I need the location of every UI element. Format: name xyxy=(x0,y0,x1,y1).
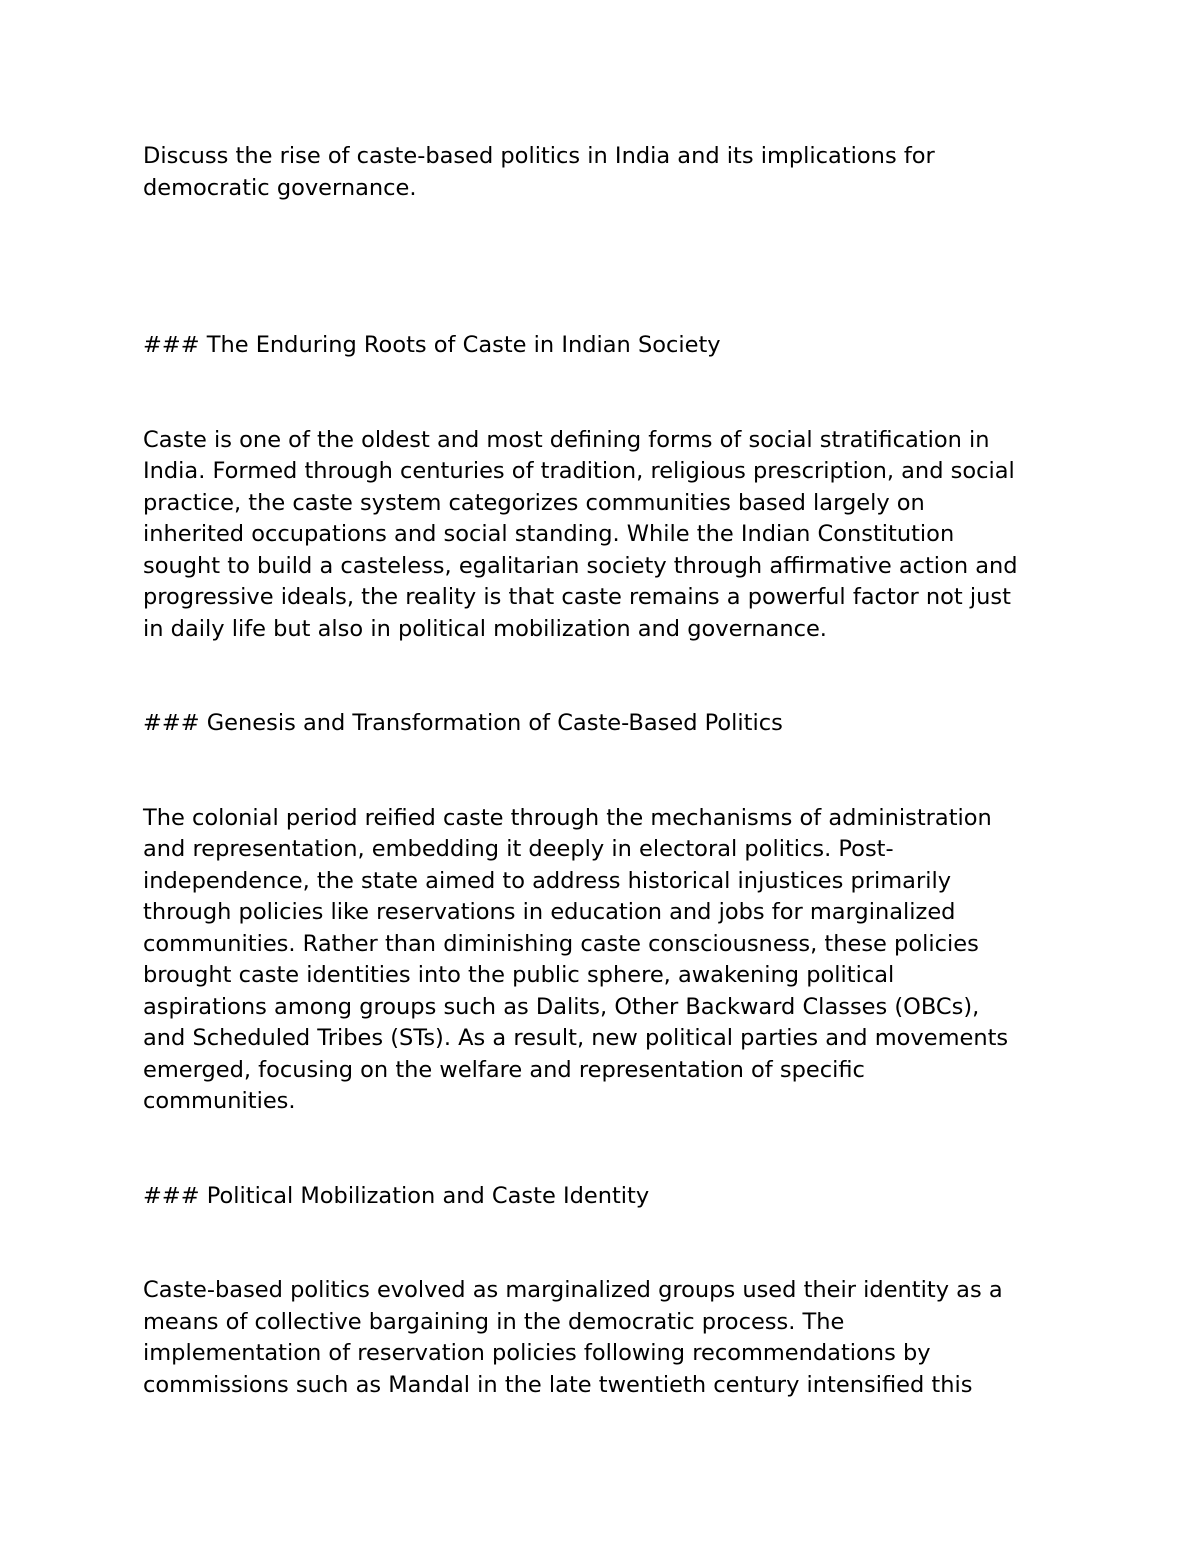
spacer xyxy=(143,1118,1073,1181)
section-heading-mobilization: ### Political Mobilization and Caste Identity xyxy=(143,1182,650,1209)
section-body-enduring-roots: Caste is one of the oldest and most defining forms of social stratification in India. Formed through centuries of tradition, religious prescription, and social practice, the caste system categorizes communities based largely on inherited occupations and social standing. While the Indian Constitution sought to build a casteless, egalitarian society through affirmative action and progressive ideals, the reality is that caste remains a powerful factor not just in daily life but also in political mobilization and governance. xyxy=(143,426,1018,642)
spacer xyxy=(143,740,1073,803)
spacer xyxy=(143,1212,1073,1275)
spacer xyxy=(143,204,1073,330)
spacer xyxy=(143,645,1073,708)
section-heading-genesis: ### Genesis and Transformation of Caste-Based Politics xyxy=(143,710,783,736)
section-body-genesis: The colonial period reified caste through the mechanisms of administration and representation, embedding it deeply in electoral politics. Post- independence, the state aimed to address historical injustices primarily through policies like reservations in education and jobs for marginalized communities. Rather than diminishing caste consciousness, these policies brought caste identities into the public sphere, awakening political aspirations among groups such as Dalits, Other Backward Classes (OBCs), and Scheduled Tribes (STs). As a result, new political parties and movements emerged, focusing on the welfare and representation of specific communities. xyxy=(143,804,1009,1114)
spacer xyxy=(143,362,1073,425)
section-heading-enduring-roots: ### The Enduring Roots of Caste in Indian Society xyxy=(143,332,721,358)
document-body xyxy=(143,141,1073,1401)
section-body-mobilization: Caste-based politics evolved as marginalized groups used their identity as a means of collective bargaining in the democratic process. The implementation of reservation policies following recommendations by commissions such as Mandal in the late twentieth century intensified this xyxy=(143,1277,1003,1398)
intro-paragraph: Discuss the rise of caste-based politics in India and its implications for democratic governance. xyxy=(143,143,935,201)
